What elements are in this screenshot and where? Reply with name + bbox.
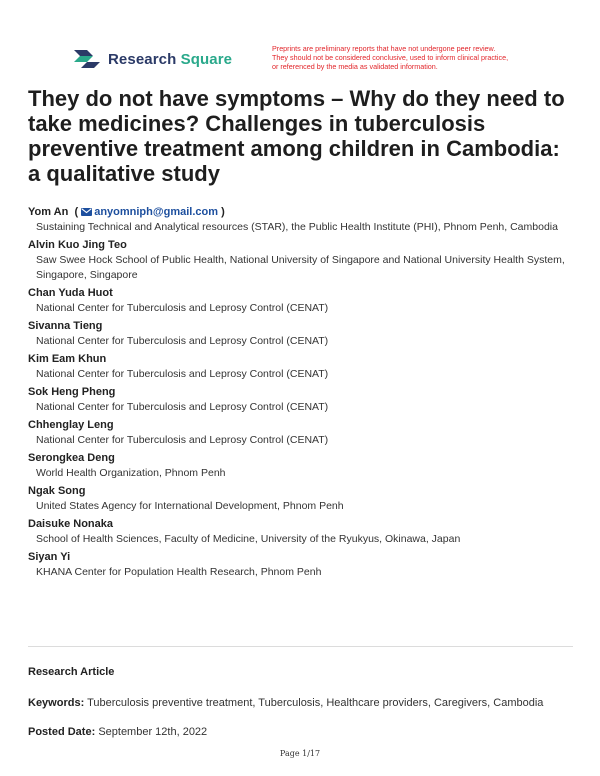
author-list <box>28 205 573 583</box>
disclaimer-line: or referenced by the media as validated information. <box>272 62 438 71</box>
author-entry <box>28 319 573 349</box>
author-affiliation: Sustaining Technical and Analytical resources (STAR), the Public Health Institute (PHI), Phnom Penh, Cambodia <box>36 221 558 233</box>
paper-title: They do not have symptoms – Why do they need to take medicines? Challenges in tuberculosis preventive treatment among children in Cambodia: a qualitative study <box>28 86 565 186</box>
corresponding-email-group <box>71 206 224 218</box>
author-entry <box>28 352 573 382</box>
author-name: Chan Yuda Huot <box>28 287 113 299</box>
author-affiliation: National Center for Tuberculosis and Leprosy Control (CENAT) <box>36 335 329 347</box>
page-number: Page 1/17 <box>279 749 321 758</box>
author-entry <box>28 451 573 481</box>
corresponding-email-link[interactable]: anyomniph@gmail.com <box>94 206 219 218</box>
author-entry <box>28 205 573 235</box>
paren-close: ) <box>221 206 225 218</box>
author-affiliation: World Health Organization, Phnom Penh <box>36 467 226 479</box>
author-name: Sok Heng Pheng <box>28 386 116 398</box>
article-type: Research Article <box>28 666 115 678</box>
author-affiliation: National Center for Tuberculosis and Leprosy Control (CENAT) <box>36 368 329 380</box>
author-affiliation: United States Agency for International Development, Phnom Penh <box>36 500 344 512</box>
section-divider <box>28 646 573 647</box>
mail-icon <box>81 208 92 216</box>
posted-date-label: Posted Date: <box>28 726 96 738</box>
author-affiliation: Saw Swee Hock School of Public Health, National University of Singapore and National University Health System, Singapore, Singapore <box>36 254 565 281</box>
logo-wordmark <box>108 51 232 68</box>
author-name: Yom An <box>28 206 69 218</box>
keywords-value: Tuberculosis preventive treatment, Tuberculosis, Healthcare providers, Caregivers, Cambodia <box>87 697 544 709</box>
author-affiliation: National Center for Tuberculosis and Leprosy Control (CENAT) <box>36 401 329 413</box>
author-name: Serongkea Deng <box>28 452 115 464</box>
author-name: Sivanna Tieng <box>28 320 103 332</box>
author-affiliation: KHANA Center for Population Health Research, Phnom Penh <box>36 566 322 578</box>
author-entry <box>28 238 573 283</box>
posted-date-line <box>28 726 207 738</box>
disclaimer-line: Preprints are preliminary reports that have not undergone peer review. <box>272 44 496 53</box>
logo-word-research: Research <box>108 50 177 68</box>
posted-date-value: September 12th, 2022 <box>98 726 208 738</box>
author-name: Siyan Yi <box>28 551 71 563</box>
author-name: Ngak Song <box>28 485 86 497</box>
research-square-logo[interactable] <box>74 48 232 70</box>
header <box>0 0 600 80</box>
author-entry <box>28 484 573 514</box>
preprint-disclaimer <box>272 44 572 71</box>
author-name: Chhenglay Leng <box>28 419 114 431</box>
paren-open: ( <box>74 206 79 218</box>
author-entry <box>28 418 573 448</box>
author-name: Alvin Kuo Jing Teo <box>28 239 127 251</box>
author-affiliation: National Center for Tuberculosis and Leprosy Control (CENAT) <box>36 434 329 446</box>
keywords-line <box>28 697 543 709</box>
author-entry <box>28 550 573 580</box>
author-name: Kim Eam Khun <box>28 353 107 365</box>
author-name: Daisuke Nonaka <box>28 518 113 530</box>
author-entry <box>28 286 573 316</box>
logo-word-square: Square <box>180 50 233 68</box>
research-square-logo-icon <box>74 48 100 70</box>
author-entry <box>28 517 573 547</box>
author-entry <box>28 385 573 415</box>
author-affiliation: School of Health Sciences, Faculty of Medicine, University of the Ryukyus, Okinawa, Japan <box>36 533 461 545</box>
keywords-label: Keywords: <box>28 697 85 709</box>
disclaimer-line: They should not be considered conclusive, used to inform clinical practice, <box>272 53 509 62</box>
author-affiliation: National Center for Tuberculosis and Leprosy Control (CENAT) <box>36 302 329 314</box>
